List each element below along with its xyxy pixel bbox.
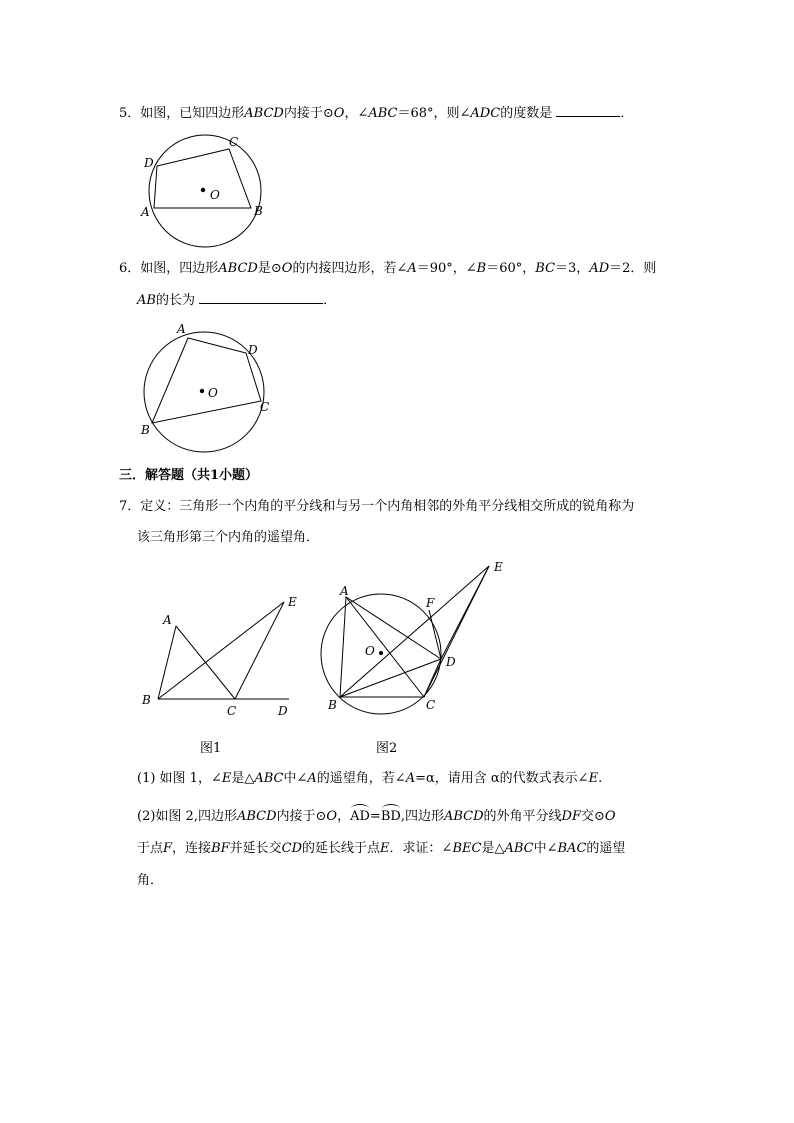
q6-label-c: C	[260, 400, 270, 414]
q6-abcd: ABCD	[218, 261, 258, 276]
q5-t5: 的度数是	[500, 106, 553, 121]
q6-bc: BC	[535, 261, 556, 276]
fig1-label-c: C	[227, 704, 237, 718]
fig2-line-be	[340, 566, 489, 697]
q7-p3-a: 于点	[137, 841, 164, 856]
q7-number: 7．	[119, 499, 141, 514]
fig2-label-o: O	[365, 644, 375, 658]
q6-a: A	[407, 261, 417, 276]
fig2-label-e: E	[494, 560, 503, 574]
q5-adc: ADC	[470, 106, 501, 121]
q7-p2-o: O	[326, 809, 338, 824]
q7-p1-A2: A	[405, 771, 416, 786]
arc-ad	[350, 804, 370, 826]
fig2-label-d: D	[446, 655, 456, 669]
q7-p3-e: E	[380, 841, 390, 856]
q7-p1-b: 是△	[231, 771, 255, 786]
q5-o: O	[333, 106, 345, 121]
q5-abcd: ABCD	[244, 106, 284, 121]
q7-p2-abcd2: ABCD	[443, 809, 484, 824]
q6-t3: 的内接四边形，若∠	[292, 261, 408, 276]
q7-p2-f: 交⊙	[580, 809, 605, 824]
q6-ab: AB	[137, 293, 156, 308]
q6-b: B	[476, 261, 487, 276]
q5-t2: 内接于⊙	[283, 106, 334, 121]
q7-p3-bf: BF	[211, 841, 230, 856]
q6-label-a: A	[177, 322, 186, 336]
q6-t6: ＝3，	[555, 261, 590, 276]
q5-t1: 如图，已知四边形	[140, 106, 245, 121]
q7-definition-line2: 该三角形第三个内角的遥望角．	[137, 530, 320, 545]
q6-label-d: D	[248, 343, 258, 357]
fig2-quadrilateral	[340, 597, 441, 697]
section3-title: 三．解答题（共1小题）	[119, 468, 259, 483]
q7-p3-abc: ABC	[504, 841, 534, 856]
q6-label-b: B	[141, 423, 150, 437]
q7-p1-g: .	[598, 771, 603, 786]
q7-p2-o2: O	[604, 809, 616, 824]
q7-p1-E2: E	[588, 771, 599, 786]
q7-p3-b: ，连接	[172, 841, 212, 856]
q6-t9: ．	[323, 293, 337, 308]
fig2-label-f: F	[426, 596, 435, 610]
fig2-center-dot	[379, 651, 383, 655]
q6-ad: AD	[589, 261, 610, 276]
q7-p2-ad: AD	[350, 809, 370, 824]
fig2-line-ce	[424, 566, 489, 697]
q5-t6: ．	[620, 106, 634, 121]
arc-bd	[381, 804, 401, 826]
q7-p3-c: 并延长交	[229, 841, 282, 856]
q6-number: 6．	[119, 261, 141, 276]
q7-p3-f: F	[163, 841, 173, 856]
q7-p2-abcd: ABCD	[236, 809, 277, 824]
q7-p2-eq: =	[369, 809, 381, 824]
q7-p2-df: DF	[561, 809, 581, 824]
q7-p2-b: 内接于⊙	[276, 809, 327, 824]
fig2-label-c: C	[426, 698, 436, 712]
q7-p3-bec: BEC	[452, 841, 482, 856]
q6-t4: ＝90°，∠	[416, 261, 477, 276]
q5-label-a: A	[141, 205, 150, 219]
q7-def1: 定义：三角形一个内角的平分线和与另一个内角相邻的外角平分线相交所成的锐角称为	[140, 499, 635, 514]
q6-t5: ＝60°，	[486, 261, 536, 276]
q6-t2: 是⊙	[257, 261, 282, 276]
q5-t3: ，∠	[344, 106, 369, 121]
q7-p3-h: 的遥望	[586, 841, 626, 856]
q5-number: 5．	[119, 106, 141, 121]
q7-p3-f2: 是△	[481, 841, 505, 856]
q7-p1-abc: ABC	[254, 771, 284, 786]
q7-p2-d: ,四边形	[400, 809, 444, 824]
q7-part2-line1	[137, 804, 616, 826]
q7-p1-A: A	[307, 771, 317, 786]
q7-p2-c: ，	[337, 809, 351, 824]
q7-p1-e: E	[221, 771, 232, 786]
fig2-label-b: B	[328, 698, 337, 712]
q5-abc: ABC	[368, 106, 398, 121]
fig1-label-a: A	[163, 613, 172, 627]
fig1-caption: 图1	[200, 741, 222, 756]
q6-t1: 如图，四边形	[140, 261, 219, 276]
q7-p2-a: (2)如图 2,四边形	[137, 809, 237, 824]
q7-p2-e: 的外角平分线	[483, 809, 562, 824]
q7-p1-c: 中∠	[283, 771, 308, 786]
q5-label-o: O	[210, 188, 220, 202]
q5-label-b: B	[254, 204, 263, 218]
q5-label-c: C	[229, 135, 239, 149]
q7-p1-a: (1) 如图 1，∠	[137, 771, 222, 786]
q5-label-d: D	[144, 156, 154, 170]
fig1-label-e: E	[288, 595, 297, 609]
fig1-label-b: B	[142, 693, 151, 707]
q6-o: O	[281, 261, 293, 276]
fig2-caption: 图2	[376, 741, 398, 756]
q7-p3-g: 中∠	[533, 841, 558, 856]
q6-t8: 的长为	[155, 293, 195, 308]
q7-p1-d: 的遥望角，若∠	[316, 771, 406, 786]
q7-part2-line3: 角．	[137, 873, 164, 888]
q7-p3-d: 的延长线于点	[302, 841, 381, 856]
fig1-label-d: D	[278, 704, 288, 718]
q7-p3-e2: ．求证：∠	[389, 841, 453, 856]
q7-p1-f: =α，请用含 α的代数式表示∠	[415, 771, 589, 786]
q5-t4: ＝68°，则∠	[397, 106, 471, 121]
q6-label-o: O	[208, 386, 218, 400]
q7-part1	[137, 770, 602, 788]
fig2-diagonal-bd	[340, 659, 441, 697]
fig2-label-a: A	[340, 584, 349, 598]
q7-p3-cd: CD	[281, 841, 303, 856]
q7-p3-bac: BAC	[557, 841, 587, 856]
q6-t7: ＝2．则	[609, 261, 657, 276]
q7-p2-bd: BD	[380, 809, 401, 824]
q7-part2-line2	[137, 840, 625, 858]
